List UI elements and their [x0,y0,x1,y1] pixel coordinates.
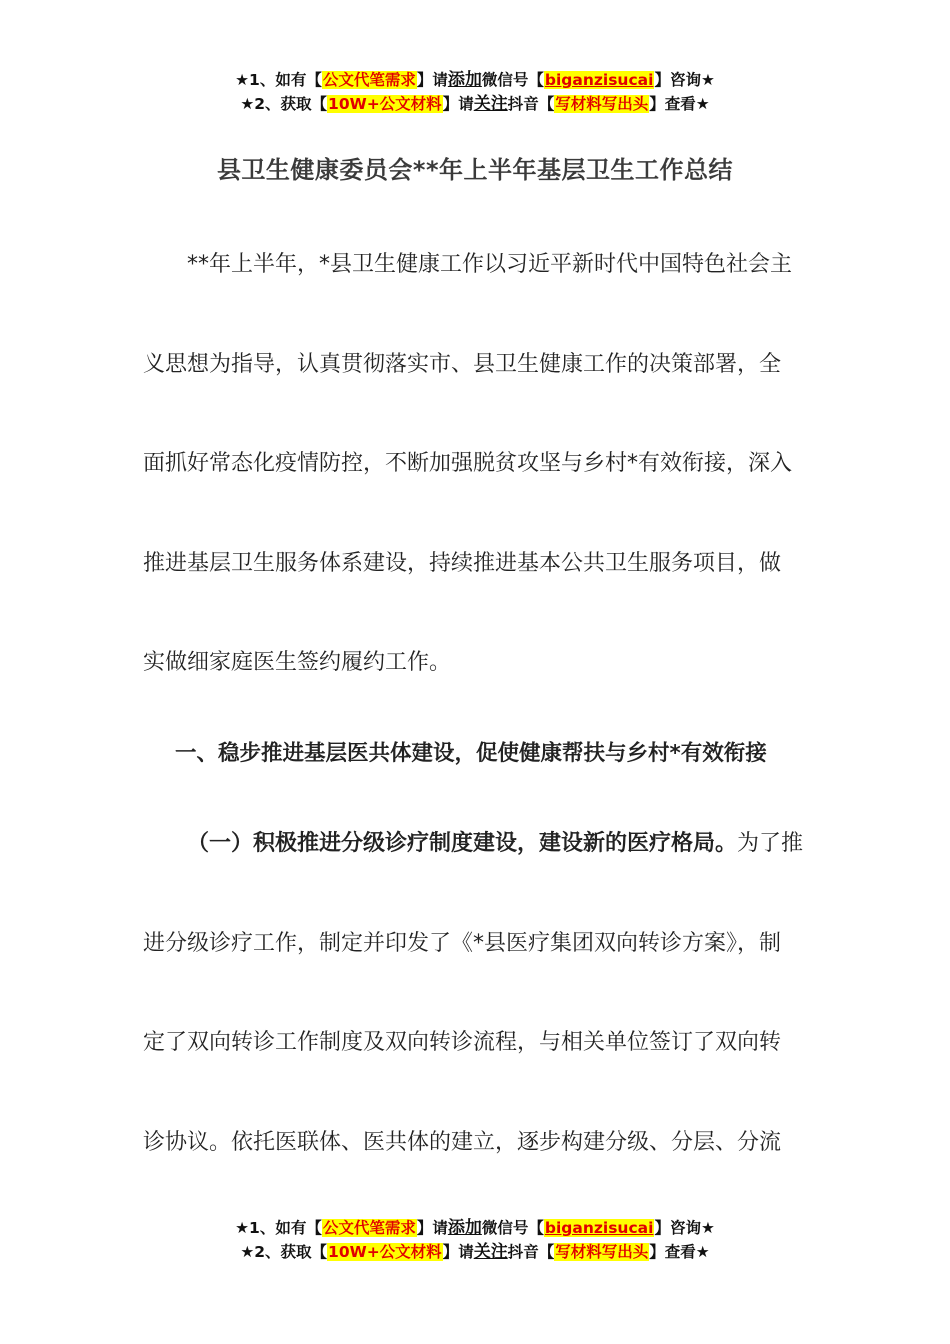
paragraph-text: 为了推 [737,831,804,856]
promo-line-2 [0,92,950,116]
promo-text: 抖音【 [507,1243,555,1261]
promo-text: ★2、获取【 [240,95,328,113]
promo-text: 微信号【 [481,71,544,89]
promo-wechat-id: biganzisucai [544,71,654,89]
promo-text: 】咨询★ [654,71,715,89]
promo-banner-bottom [0,1216,950,1264]
promo-douyin-id: 写材料写出头 [555,1243,649,1261]
promo-text: 】查看★ [649,1243,710,1261]
document-title: 县卫生健康委员会**年上半年基层卫生工作总结 [216,156,734,184]
promo-wechat-id: biganzisucai [544,1219,654,1237]
promo-text: 抖音【 [507,95,555,113]
promo-text: 】咨询★ [654,1219,715,1237]
intro-paragraph [143,248,807,746]
paragraph-line: 实做细家庭医生签约履约工作。 [143,650,452,675]
promo-emphasis: 关注 [473,1242,508,1262]
paragraph-line [143,827,807,927]
promo-line-1 [0,1216,950,1240]
promo-highlight: 公文代笔需求 [322,71,416,89]
promo-line-2 [0,1240,950,1264]
promo-text: 】请 [442,1243,474,1261]
promo-text: ★2、获取【 [240,1243,328,1261]
promo-line-1 [0,68,950,92]
promo-banner-top [0,68,950,116]
promo-text: 】请 [442,95,474,113]
paragraph-line: 诊协议。依托医联体、医共体的建立，逐步构建分级、分层、分流 [143,1129,782,1155]
subsection-heading: （一）积极推进分级诊疗制度建设，建设新的医疗格局。 [187,831,738,856]
promo-highlight: 10W+公文材料 [328,1243,442,1261]
promo-emphasis: 添加 [447,70,482,90]
paragraph-line: **年上半年，*县卫生健康工作以习近平新时代中国特色社会主 [143,252,793,277]
promo-text: 】查看★ [649,95,710,113]
promo-text: ★1、如有【 [235,1219,322,1237]
promo-highlight: 10W+公文材料 [328,95,442,113]
promo-douyin-id: 写材料写出头 [555,95,649,113]
promo-highlight: 公文代笔需求 [322,1219,416,1237]
promo-text: 微信号【 [481,1219,544,1237]
subsection-paragraph [143,827,807,1225]
paragraph-line: 进分级诊疗工作，制定并印发了《*县医疗集团双向转诊方案》，制 [143,930,782,956]
paragraph-line: 面抓好常态化疫情防控，不断加强脱贫攻坚与乡村*有效衔接，深入 [143,451,793,476]
promo-emphasis: 关注 [473,94,508,114]
promo-text: 】请 [416,1219,448,1237]
paragraph-line: 推进基层卫生服务体系建设，持续推进基本公共卫生服务项目，做 [143,550,782,576]
promo-emphasis: 添加 [447,1218,482,1238]
promo-text: 】请 [416,71,448,89]
paragraph-line: 定了双向转诊工作制度及双向转诊流程，与相关单位签订了双向转 [143,1030,782,1055]
paragraph-line: 义思想为指导，认真贯彻落实市、县卫生健康工作的决策部署，全 [143,351,782,377]
promo-text: ★1、如有【 [235,71,322,89]
section-heading: 一、稳步推进基层医共体建设，促使健康帮扶与乡村*有效衔接 [175,741,767,766]
